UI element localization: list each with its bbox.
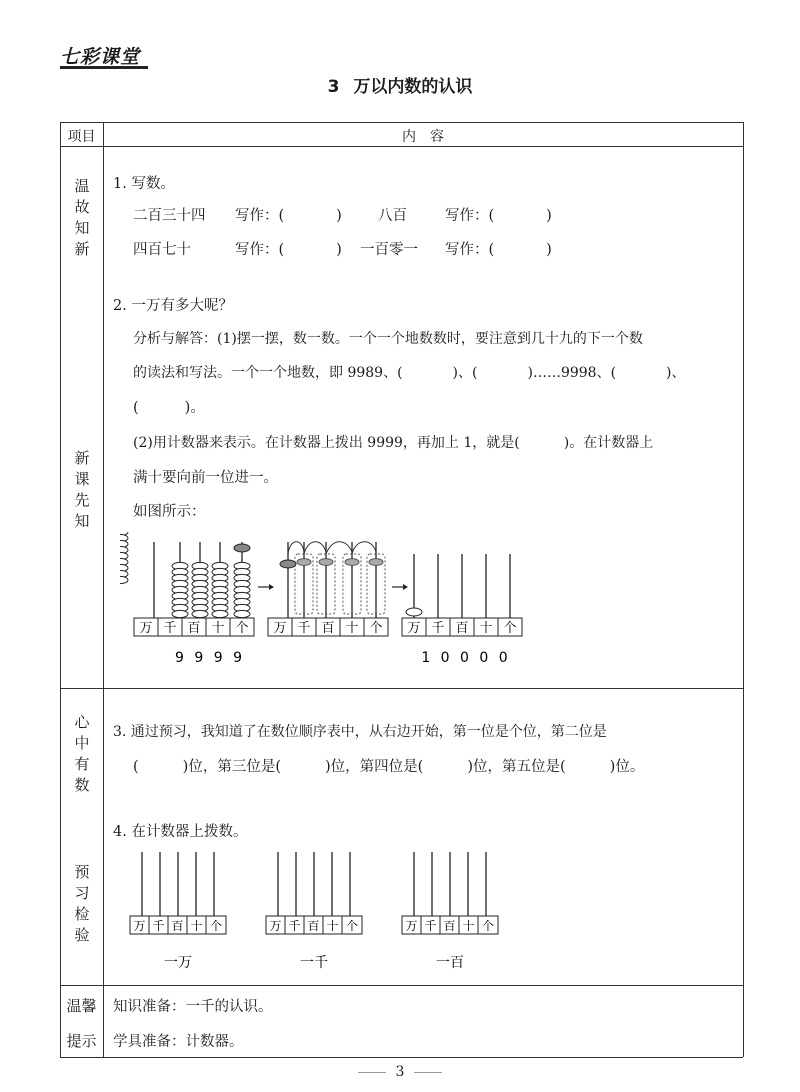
table-bottom-border <box>60 1057 743 1058</box>
abacus-carrying <box>268 542 388 636</box>
q3-line-1: 3. 通过预习，我知道了在数位顺序表中，从右边开始，第一位是个位，第二位是 <box>113 724 607 740</box>
write-label: 写作：( <box>445 242 495 258</box>
place-label: 个 <box>209 919 223 933</box>
q1-answer-c <box>235 238 342 259</box>
q2-line-4 <box>133 432 653 452</box>
q2-line-5: 满十要向前一位进一。 <box>133 470 278 486</box>
text-segment: )……9998、( <box>527 365 617 381</box>
page-number <box>0 1064 800 1080</box>
page-number-value: 3 <box>395 1064 405 1080</box>
section-label-tip1: 温馨 <box>66 997 97 1015</box>
place-label: 千 <box>431 621 445 636</box>
empty-abacus-1[interactable] <box>130 852 226 971</box>
bead-stack <box>212 562 228 617</box>
q2-line-2 <box>133 362 686 382</box>
paren-close: ) <box>546 242 552 258</box>
place-label: 十 <box>211 621 225 636</box>
place-label: 千 <box>424 919 437 933</box>
place-label: 千 <box>288 919 301 933</box>
number-10000: 1 0 0 0 0 <box>421 650 511 666</box>
text-segment: 的读法和写法。一个一个地数，即 9989、( <box>133 365 403 381</box>
place-label: 千 <box>152 919 165 933</box>
table-top-border <box>60 122 743 123</box>
place-label: 百 <box>321 621 335 636</box>
q1-title: 1. 写数。 <box>113 176 175 192</box>
write-label: 写作：( <box>235 242 285 258</box>
table-row-divider-2 <box>60 985 743 986</box>
place-label: 百 <box>455 621 469 636</box>
text-segment: )位，第五位是( <box>467 759 566 775</box>
arrow-head <box>403 584 408 590</box>
logo-underline <box>60 66 148 69</box>
q1-answer-b <box>445 204 552 225</box>
q1-answer-a <box>235 204 342 225</box>
section-label-tip2: 提示 <box>66 1032 97 1050</box>
write-label: 写作：( <box>445 208 495 224</box>
q1-answer-d <box>445 238 552 259</box>
q2-line-3 <box>133 396 205 417</box>
place-label: 十 <box>345 621 359 636</box>
place-label: 万 <box>139 621 153 636</box>
place-label: 个 <box>369 621 383 636</box>
bead-stack <box>234 562 250 617</box>
place-label: 百 <box>443 919 456 933</box>
caption-one-hundred: 一百 <box>436 955 464 971</box>
abacus-10000 <box>402 554 522 636</box>
q1-word-b: 八百 <box>378 208 407 224</box>
tip-tools: 学具准备：计数器。 <box>113 1034 244 1050</box>
q2-line-1: 分析与解答：(1)摆一摆，数一数。一个一个地数数时，要注意到几十九的下一个数 <box>133 331 643 347</box>
place-label: 万 <box>405 919 418 933</box>
place-label: 个 <box>345 919 359 933</box>
text-segment: )。在计数器上 <box>563 435 654 451</box>
brand-logo: 七彩课堂 <box>60 46 141 68</box>
place-label: 百 <box>307 919 320 933</box>
q3-line-2 <box>133 755 644 776</box>
text-segment: (2)用计数器来表示。在计数器上拨出 9999，再加上 1，就是( <box>133 435 520 451</box>
q4-title: 4. 在计数器上拨数。 <box>113 824 248 840</box>
text-segment: ( <box>133 759 139 775</box>
text-segment: )、( <box>452 365 478 381</box>
q1-word-c: 四百七十 <box>133 242 191 258</box>
place-label: 万 <box>273 621 287 636</box>
table-left-border <box>60 122 61 1057</box>
q2-title: 2. 一万有多大呢？ <box>113 298 233 314</box>
caption-one-thousand: 一千 <box>300 955 328 971</box>
text-segment: )位，第四位是( <box>325 759 424 775</box>
paren-close: ) <box>546 208 552 224</box>
place-label: 千 <box>297 621 311 636</box>
column-header-content: 内 容 <box>402 129 444 145</box>
text-segment: )、 <box>666 365 686 381</box>
table-row-divider-1 <box>60 688 743 689</box>
q1-word-a: 二百三十四 <box>133 208 206 224</box>
place-label: 个 <box>235 621 249 636</box>
text-segment: )。 <box>184 400 205 416</box>
place-label: 万 <box>269 919 282 933</box>
q2-line-6: 如图所示： <box>133 504 206 520</box>
table-column-divider <box>103 122 104 1057</box>
table-header-border <box>60 146 743 147</box>
column-header-item: 项目 <box>67 129 96 145</box>
bead-stack <box>172 562 188 617</box>
lesson-title: 万以内数的认识 <box>353 77 473 97</box>
place-label: 百 <box>171 919 184 933</box>
place-label: 万 <box>407 621 421 636</box>
lesson-number: 3 <box>327 77 340 97</box>
write-label: 写作：( <box>235 208 285 224</box>
section-label-check: 预习检验 <box>74 863 90 944</box>
arrow-head <box>269 584 274 590</box>
text-segment: )位。 <box>609 759 645 775</box>
empty-abacus-2[interactable] <box>266 852 362 971</box>
page-title <box>0 72 800 97</box>
empty-abacus-row <box>120 848 510 976</box>
text-segment: )位，第三位是( <box>182 759 281 775</box>
place-label: 百 <box>187 621 201 636</box>
caption-one-ten-thousand: 一万 <box>164 955 192 971</box>
number-9999: 9 9 9 9 <box>175 650 245 666</box>
place-label: 千 <box>163 621 177 636</box>
carried-bead <box>280 560 296 568</box>
place-label: 十 <box>462 919 475 933</box>
tip-knowledge: 知识准备：一千的认识。 <box>113 999 273 1015</box>
abacus-9999 <box>120 532 254 636</box>
empty-abacus-3[interactable] <box>402 852 498 971</box>
section-label-preview: 新课先知 <box>74 449 90 530</box>
bead-stack <box>120 532 128 584</box>
place-label: 十 <box>326 919 339 933</box>
section-label-review: 温故知新 <box>74 177 90 258</box>
abacus-bead <box>406 608 422 616</box>
table-right-border <box>743 122 744 1057</box>
place-label: 万 <box>133 919 146 933</box>
section-label-mind: 心中有数 <box>74 713 90 794</box>
abacus-diagram <box>120 532 530 672</box>
added-bead <box>234 544 250 552</box>
paren-close: ) <box>336 208 342 224</box>
paren-close: ) <box>336 242 342 258</box>
place-label: 十 <box>479 621 493 636</box>
q1-word-d: 一百零一 <box>360 242 418 258</box>
text-segment: ( <box>133 400 139 416</box>
place-label: 十 <box>190 919 203 933</box>
place-label: 个 <box>503 621 517 636</box>
place-label: 个 <box>481 919 495 933</box>
bead-stack <box>192 562 208 617</box>
